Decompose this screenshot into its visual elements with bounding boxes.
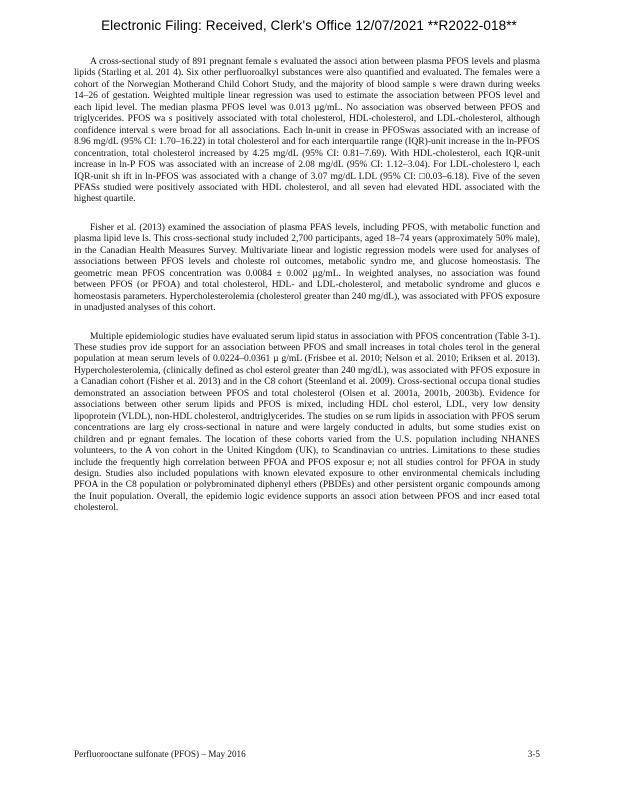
footer-document-title: Perfluorooctane sulfonate (PFOS) – May 2016 xyxy=(74,749,246,759)
page-footer xyxy=(74,749,540,759)
paragraph-fisher-study: Fisher et al. (2013) examined the association of plasma PFAS levels, including PFOS, with metabolic function and plasma lipid leve ls. This cross-sectional study included 2,700 participants, aged 18–74 years (approximately 50% male), in the Canadian Health Measures Survey. Multivariate linear and logistic regression models were used for analyses of associations between PFOS levels and choleste rol outcomes, metabolic syndro me, and glucose homeostasis. The geometric mean PFOS concentration was 0.0084 ± 0.002 µg/mL. In weighted analyses, no association was found between PFOS (or PFOA) and total cholesterol, HDL- and LDL-cholesterol, and metabolic syndrome and glucos e homeostasis parameters. Hypercholesterolemia (cholesterol greater than 240 mg/dL), was associated with PFOS exposure in unadjusted analyses of this cohort. xyxy=(74,221,540,314)
paragraph-multiple-studies: Multiple epidemiologic studies have evaluated serum lipid status in association with PFOS concentration (Table 3-1). These studies prov ide support for an association between PFOS and small increases in total choles terol in the general population at mean serum levels of 0.0224–0.0361 µ g/mL (Frisbee et al. 2010; Nelson et al. 2010; Eriksen et al. 2013). Hypercholesterolemia, (clinically defined as chol esterol greater than 240 mg/dL), was associated with PFOS exposure in a Canadian cohort (Fisher et al. 2013) and in the C8 cohort (Steenland et al. 2009). Cross-sectional occupa tional studies demonstrated an association between PFOS and total cholesterol (Olsen et al. 2001a, 2001b, 2003b). Evidence for associations between other serum lipids and PFOS is mixed, including HDL chol esterol, LDL, very low density lipoprotein (VLDL), non-HDL cholesterol, andtriglycerides. The studies on se rum lipids in association with PFOS serum concentrations are larg ely cross-sectional in nature and were largely conducted in adults, but some studies exist on children and pr egnant females. The location of these cohorts varied from the U.S. population including NHANES volunteers, to the A von cohort in the United Kingdom (UK), to Scandinavian co untries. Limitations to these studies include the frequently high correlation between PFOA and PFOS exposur e; not all studies control for PFOA in study design. Studies also included populations with known elevated exposure to other environmental chemicals including PFOA in the C8 population or polybrominated diphenyl ethers (PBDEs) and other persistent organic compounds among the Inuit population. Overall, the epidemio logic evidence supports an associ ation between PFOS and incr eased total cholesterol. xyxy=(74,330,540,514)
filing-stamp-header: Electronic Filing: Received, Clerk's Office 12/07/2021 **R2022-018** xyxy=(101,18,517,33)
footer-page-number: 3-5 xyxy=(527,749,540,759)
paragraph-starling-study: A cross-sectional study of 891 pregnant female s evaluated the associ ation between plasma PFOS levels and plasma lipids (Starling et al. 201 4). Six other perfluoroalkyl substances were also quantified and evaluated. The females were a cohort of the Norwegian Motherand Child Cohort Study, and the majority of blood sample s were drawn during weeks 14–26 of gestation. Weighted multiple linear regression was used to estimate the association between PFOS level and each lipid level. The median plasma PFOS level was 0.013 µg/mL. No association was observed between PFOS and triglycerides. PFOS wa s positively associated with total cholesterol, HDL-cholesterol, and LDL-cholesterol, although confidence interval s were broad for all associations. Each ln-unit in crease in PFOSwas associated with an increase of 8.96 mg/dL (95% CI: 1.70–16.22) in total cholesterol and for each interquartile range (IQR)-unit increase in the ln-PFOS concentration, total cholesterol increased by 4.25 mg/dL (95% CI: 0.81–7.69). With HDL-cholesterol, each IQR-unit increase in ln-P FOS was associated with an increase of 2.08 mg/dL (95% CI: 1.12–3.04). For LDL-cholestero l, each IQR-unit sh ift in ln-PFOS was associated with a change of 3.07 mg/dL LDL (95% CI: □0.03–6.18). Five of the seven PFASs studied were positively associated with HDL cholesterol, and all seven had elevated HDL associated with the highest quartile. xyxy=(74,56,540,205)
document-body xyxy=(74,56,540,531)
